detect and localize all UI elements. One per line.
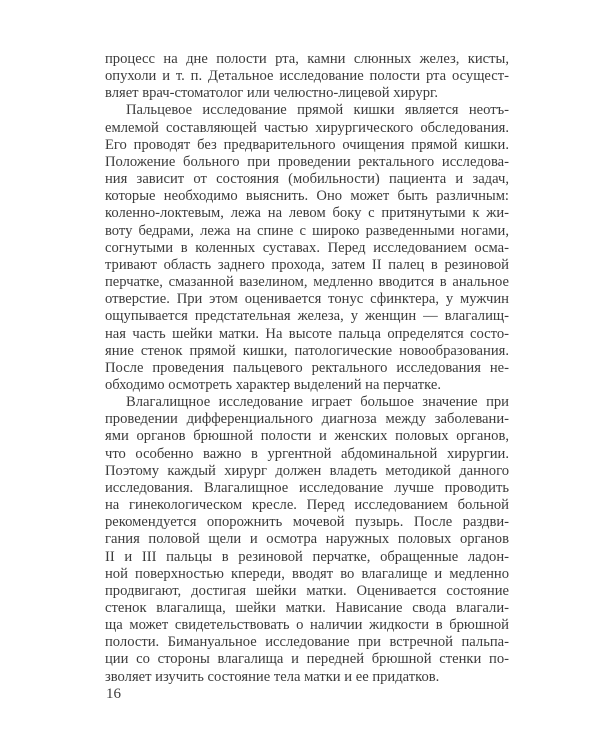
text-line: стенок влагалища, шейки матки. Нависание свода влагали- <box>105 600 509 616</box>
text-line: проведении дифференциального диагноза между заболевани- <box>105 411 509 428</box>
paragraph-vaginal-exam <box>105 394 509 686</box>
text-line: исследования. Влагалищное исследование лучше проводить <box>105 479 509 496</box>
text-line: ная часть шейки матки. На высоте пальца определятся состо- <box>105 325 509 342</box>
text-line: ной поверхностью кпереди, вводят во влагалище и медленно <box>105 565 509 582</box>
text-line: Положение больного при проведении ректального исследова- <box>105 153 509 170</box>
text-line: отверстие. При этом оценивается тонус сфинктера, у мужчин <box>105 291 509 308</box>
text-line: ощупывается предстательная железа, у женщин — влагалищ- <box>105 308 509 325</box>
text-line: на гинекологическом кресле. Перед исследованием больной <box>105 497 509 514</box>
text-line: продвигают, достигая шейки матки. Оценивается состояние <box>105 582 509 599</box>
text-line: зволяет изучить состояние тела матки и ее придатков. <box>105 668 440 685</box>
text-line: согнутыми в коленных суставах. Перед исследованием осма- <box>105 239 509 256</box>
text-line: что особенно важно в ургентной абдоминальной хирургии. <box>105 445 509 462</box>
text-line: обходимо осмотреть характер выделений на перчатке. <box>105 376 442 393</box>
page-number: 16 <box>106 686 121 702</box>
text-line: ями органов брюшной полости и женских половых органов, <box>105 428 509 445</box>
text-line: Его проводят без предварительного очищения прямой кишки. <box>105 136 509 153</box>
text-line: Влагалищное исследование играет большое значение при <box>126 394 509 411</box>
text-line: Поэтому каждый хирург должен владеть методикой данного <box>105 462 509 479</box>
text-line: II и III пальцы в резиновой перчатке, обращенные ладон- <box>105 548 509 565</box>
text-line: опухоли и т. п. Детальное исследование полости рта осущест- <box>105 68 509 85</box>
paragraph-rectal-exam <box>105 102 509 394</box>
text-line: Пальцевое исследование прямой кишки является неотъ- <box>126 102 509 119</box>
text-line: которые необходимо выяснить. Оно может быть различным: <box>105 188 509 205</box>
text-line: гания половой щели и осмотра наружных половых органов <box>105 531 509 548</box>
text-line: процесс на дне полости рта, камни слюнных желез, кисты, <box>105 51 509 67</box>
text-line: ща может свидетельствовать о наличии жидкости в брюшной <box>105 617 509 634</box>
text-line: ния зависит от состояния (мобильности) пациента и задач, <box>105 171 509 188</box>
text-line: яние стенок прямой кишки, патологические новообразования. <box>105 342 509 359</box>
document-page <box>105 51 509 686</box>
text-line: полости. Бимануальное исследование при встречной пальпа- <box>105 634 509 651</box>
paragraph-oral-cavity-end <box>105 51 509 102</box>
text-line: воту бедрами, лежа на спине с широко разведенными ногами, <box>105 222 509 239</box>
text-line: вляет врач-стоматолог или челюстно-лицевой хирург. <box>105 85 438 102</box>
text-line: коленно-локтевым, лежа на левом боку с притянутыми к жи- <box>105 205 509 222</box>
text-line: После проведения пальцевого ректального исследования не- <box>105 359 509 376</box>
text-line: тривают область заднего прохода, затем II палец в резиновой <box>105 256 509 273</box>
text-line: емлемой составляющей частью хирургического обследования. <box>105 119 509 136</box>
text-line: рекомендуется опорожнить мочевой пузырь. После раздви- <box>105 514 509 531</box>
text-line: перчатке, смазанной вазелином, медленно вводится в анальное <box>105 274 509 291</box>
text-line: ции со стороны влагалища и передней брюшной стенки по- <box>105 651 509 668</box>
